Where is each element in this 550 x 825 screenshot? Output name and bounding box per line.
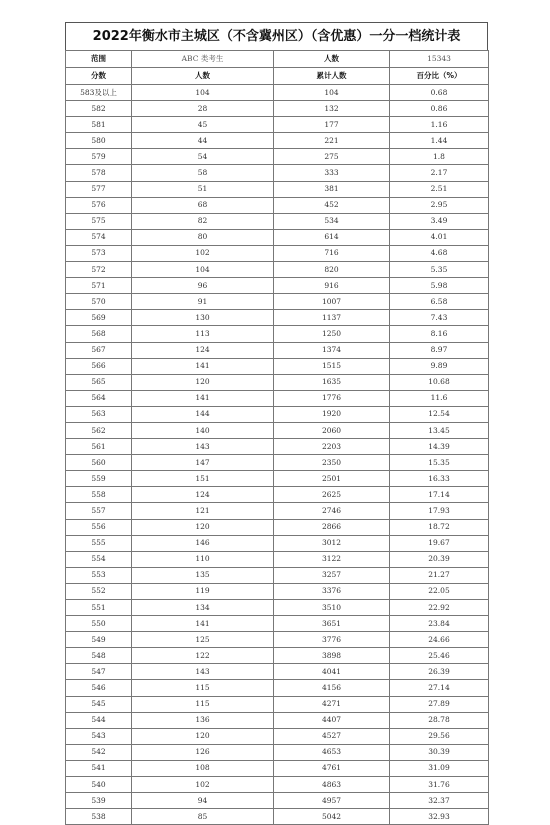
cumulative-cell: 3510 — [274, 600, 390, 616]
column-header-row — [66, 68, 489, 85]
score-cell: 542 — [66, 744, 132, 760]
score-cell: 582 — [66, 101, 132, 117]
score-cell: 551 — [66, 600, 132, 616]
percent-cell: 2.17 — [390, 165, 489, 181]
score-cell: 546 — [66, 680, 132, 696]
table-row — [66, 503, 489, 519]
table-row — [66, 165, 489, 181]
score-cell: 575 — [66, 213, 132, 229]
cumulative-cell: 4653 — [274, 744, 390, 760]
score-cell: 548 — [66, 648, 132, 664]
cumulative-cell: 3376 — [274, 583, 390, 599]
cumulative-cell: 1007 — [274, 294, 390, 310]
count-cell: 54 — [132, 149, 274, 165]
score-cell: 547 — [66, 664, 132, 680]
table-row — [66, 229, 489, 245]
score-cell: 557 — [66, 503, 132, 519]
cumulative-cell: 221 — [274, 133, 390, 149]
cumulative-cell: 1250 — [274, 326, 390, 342]
meta-row — [66, 51, 489, 68]
count-cell: 130 — [132, 310, 274, 326]
percent-cell: 10.68 — [390, 374, 489, 390]
count-cell: 120 — [132, 728, 274, 744]
table-row — [66, 262, 489, 278]
cumulative-cell: 4957 — [274, 793, 390, 809]
count-cell: 121 — [132, 503, 274, 519]
score-cell: 550 — [66, 616, 132, 632]
count-cell: 44 — [132, 133, 274, 149]
table-row — [66, 245, 489, 261]
count-cell: 124 — [132, 342, 274, 358]
count-cell: 102 — [132, 777, 274, 793]
percent-cell: 7.43 — [390, 310, 489, 326]
score-cell: 553 — [66, 567, 132, 583]
percent-cell: 17.14 — [390, 487, 489, 503]
percent-cell: 3.49 — [390, 213, 489, 229]
score-table — [65, 50, 489, 825]
table-row — [66, 600, 489, 616]
percent-cell: 1.16 — [390, 117, 489, 133]
cumulative-cell: 1776 — [274, 390, 390, 406]
cumulative-cell: 4863 — [274, 777, 390, 793]
cumulative-cell: 4527 — [274, 728, 390, 744]
table-row — [66, 648, 489, 664]
score-cell: 568 — [66, 326, 132, 342]
range-label: 范围 — [66, 51, 132, 68]
percent-cell: 12.54 — [390, 406, 489, 422]
cumulative-cell: 2203 — [274, 439, 390, 455]
count-cell: 146 — [132, 535, 274, 551]
percent-cell: 5.35 — [390, 262, 489, 278]
percent-cell: 2.95 — [390, 197, 489, 213]
table-row — [66, 551, 489, 567]
table-row — [66, 358, 489, 374]
percent-cell: 22.92 — [390, 600, 489, 616]
score-cell: 554 — [66, 551, 132, 567]
score-cell: 579 — [66, 149, 132, 165]
percent-cell: 32.37 — [390, 793, 489, 809]
percent-cell: 0.86 — [390, 101, 489, 117]
header-percent: 百分比（%） — [390, 68, 489, 85]
score-cell: 563 — [66, 406, 132, 422]
percent-cell: 22.05 — [390, 583, 489, 599]
percent-cell: 28.78 — [390, 712, 489, 728]
range-value: ABC 类考生 — [132, 51, 274, 68]
count-cell: 135 — [132, 567, 274, 583]
score-cell: 562 — [66, 422, 132, 438]
count-cell: 51 — [132, 181, 274, 197]
percent-cell: 18.72 — [390, 519, 489, 535]
score-cell: 576 — [66, 197, 132, 213]
table-row — [66, 422, 489, 438]
score-cell: 577 — [66, 181, 132, 197]
table-row — [66, 374, 489, 390]
percent-cell: 20.39 — [390, 551, 489, 567]
cumulative-cell: 1635 — [274, 374, 390, 390]
count-cell: 104 — [132, 262, 274, 278]
score-cell: 541 — [66, 760, 132, 776]
table-row — [66, 809, 489, 825]
count-cell: 120 — [132, 374, 274, 390]
percent-cell: 8.97 — [390, 342, 489, 358]
cumulative-cell: 132 — [274, 101, 390, 117]
table-row — [66, 406, 489, 422]
count-cell: 122 — [132, 648, 274, 664]
count-cell: 68 — [132, 197, 274, 213]
table-row — [66, 101, 489, 117]
count-cell: 110 — [132, 551, 274, 567]
table-row — [66, 583, 489, 599]
score-cell: 558 — [66, 487, 132, 503]
cumulative-cell: 3776 — [274, 632, 390, 648]
cumulative-cell: 916 — [274, 278, 390, 294]
percent-cell: 25.46 — [390, 648, 489, 664]
percent-cell: 6.58 — [390, 294, 489, 310]
score-cell: 569 — [66, 310, 132, 326]
count-cell: 115 — [132, 696, 274, 712]
score-cell: 538 — [66, 809, 132, 825]
cumulative-cell: 333 — [274, 165, 390, 181]
score-cell: 566 — [66, 358, 132, 374]
percent-cell: 27.14 — [390, 680, 489, 696]
count-cell: 104 — [132, 85, 274, 101]
cumulative-cell: 381 — [274, 181, 390, 197]
score-cell: 578 — [66, 165, 132, 181]
count-cell: 141 — [132, 616, 274, 632]
cumulative-cell: 3898 — [274, 648, 390, 664]
score-cell: 573 — [66, 245, 132, 261]
table-title: 2022年衡水市主城区（不含冀州区）（含优惠）一分一档统计表 — [65, 22, 488, 50]
percent-cell: 4.01 — [390, 229, 489, 245]
count-cell: 136 — [132, 712, 274, 728]
score-cell: 574 — [66, 229, 132, 245]
score-cell: 565 — [66, 374, 132, 390]
percent-cell: 31.76 — [390, 777, 489, 793]
header-count: 人数 — [132, 68, 274, 85]
table-row — [66, 310, 489, 326]
score-cell: 555 — [66, 535, 132, 551]
cumulative-cell: 2060 — [274, 422, 390, 438]
count-cell: 82 — [132, 213, 274, 229]
table-row — [66, 294, 489, 310]
percent-cell: 26.39 — [390, 664, 489, 680]
score-cell: 540 — [66, 777, 132, 793]
table-row — [66, 455, 489, 471]
score-cell: 564 — [66, 390, 132, 406]
table-row — [66, 213, 489, 229]
table-row — [66, 181, 489, 197]
cumulative-cell: 1515 — [274, 358, 390, 374]
percent-cell: 0.68 — [390, 85, 489, 101]
score-cell: 561 — [66, 439, 132, 455]
score-cell: 556 — [66, 519, 132, 535]
score-cell: 572 — [66, 262, 132, 278]
percent-cell: 30.39 — [390, 744, 489, 760]
cumulative-cell: 820 — [274, 262, 390, 278]
cumulative-cell: 534 — [274, 213, 390, 229]
cumulative-cell: 4156 — [274, 680, 390, 696]
table-row — [66, 712, 489, 728]
cumulative-cell: 3651 — [274, 616, 390, 632]
percent-cell: 11.6 — [390, 390, 489, 406]
count-cell: 108 — [132, 760, 274, 776]
table-row — [66, 326, 489, 342]
count-cell: 126 — [132, 744, 274, 760]
table-row — [66, 487, 489, 503]
percent-cell: 5.98 — [390, 278, 489, 294]
count-cell: 115 — [132, 680, 274, 696]
score-cell: 559 — [66, 471, 132, 487]
table-row — [66, 535, 489, 551]
table-row — [66, 117, 489, 133]
percent-cell: 13.45 — [390, 422, 489, 438]
cumulative-cell: 2625 — [274, 487, 390, 503]
table-row — [66, 567, 489, 583]
table-row — [66, 744, 489, 760]
count-cell: 113 — [132, 326, 274, 342]
table-body — [66, 85, 489, 825]
cumulative-cell: 4271 — [274, 696, 390, 712]
count-cell: 144 — [132, 406, 274, 422]
table-row — [66, 85, 489, 101]
cumulative-cell: 2746 — [274, 503, 390, 519]
score-cell: 545 — [66, 696, 132, 712]
count-label: 人数 — [274, 51, 390, 68]
percent-cell: 2.51 — [390, 181, 489, 197]
count-cell: 120 — [132, 519, 274, 535]
count-cell: 147 — [132, 455, 274, 471]
table-row — [66, 680, 489, 696]
cumulative-cell: 4041 — [274, 664, 390, 680]
percent-cell: 17.93 — [390, 503, 489, 519]
cumulative-cell: 104 — [274, 85, 390, 101]
cumulative-cell: 4407 — [274, 712, 390, 728]
table-row — [66, 197, 489, 213]
count-cell: 141 — [132, 358, 274, 374]
cumulative-cell: 2350 — [274, 455, 390, 471]
table-row — [66, 696, 489, 712]
percent-cell: 4.68 — [390, 245, 489, 261]
count-cell: 143 — [132, 439, 274, 455]
percent-cell: 8.16 — [390, 326, 489, 342]
score-cell: 567 — [66, 342, 132, 358]
percent-cell: 9.89 — [390, 358, 489, 374]
percent-cell: 16.33 — [390, 471, 489, 487]
percent-cell: 27.89 — [390, 696, 489, 712]
percent-cell: 15.35 — [390, 455, 489, 471]
count-cell: 28 — [132, 101, 274, 117]
percent-cell: 14.39 — [390, 439, 489, 455]
percent-cell: 21.27 — [390, 567, 489, 583]
score-cell: 549 — [66, 632, 132, 648]
count-cell: 102 — [132, 245, 274, 261]
cumulative-cell: 1374 — [274, 342, 390, 358]
count-cell: 141 — [132, 390, 274, 406]
score-cell: 580 — [66, 133, 132, 149]
count-cell: 91 — [132, 294, 274, 310]
percent-cell: 1.8 — [390, 149, 489, 165]
count-cell: 96 — [132, 278, 274, 294]
count-value: 15343 — [390, 51, 489, 68]
score-cell: 543 — [66, 728, 132, 744]
table-row — [66, 760, 489, 776]
count-cell: 140 — [132, 422, 274, 438]
score-cell: 581 — [66, 117, 132, 133]
header-score: 分数 — [66, 68, 132, 85]
cumulative-cell: 716 — [274, 245, 390, 261]
score-cell: 571 — [66, 278, 132, 294]
table-row — [66, 664, 489, 680]
table-row — [66, 728, 489, 744]
table-row — [66, 793, 489, 809]
count-cell: 151 — [132, 471, 274, 487]
cumulative-cell: 614 — [274, 229, 390, 245]
percent-cell: 23.84 — [390, 616, 489, 632]
cumulative-cell: 5042 — [274, 809, 390, 825]
cumulative-cell: 1920 — [274, 406, 390, 422]
percent-cell: 32.93 — [390, 809, 489, 825]
cumulative-cell: 2866 — [274, 519, 390, 535]
percent-cell: 31.09 — [390, 760, 489, 776]
score-cell: 544 — [66, 712, 132, 728]
table-row — [66, 471, 489, 487]
score-distribution-sheet — [65, 22, 488, 825]
table-row — [66, 342, 489, 358]
count-cell: 85 — [132, 809, 274, 825]
cumulative-cell: 275 — [274, 149, 390, 165]
count-cell: 125 — [132, 632, 274, 648]
cumulative-cell: 3012 — [274, 535, 390, 551]
count-cell: 119 — [132, 583, 274, 599]
percent-cell: 1.44 — [390, 133, 489, 149]
percent-cell: 19.67 — [390, 535, 489, 551]
table-row — [66, 149, 489, 165]
count-cell: 124 — [132, 487, 274, 503]
count-cell: 58 — [132, 165, 274, 181]
cumulative-cell: 2501 — [274, 471, 390, 487]
table-row — [66, 632, 489, 648]
table-row — [66, 439, 489, 455]
cumulative-cell: 177 — [274, 117, 390, 133]
cumulative-cell: 452 — [274, 197, 390, 213]
score-cell: 570 — [66, 294, 132, 310]
percent-cell: 24.66 — [390, 632, 489, 648]
count-cell: 143 — [132, 664, 274, 680]
cumulative-cell: 4761 — [274, 760, 390, 776]
count-cell: 80 — [132, 229, 274, 245]
percent-cell: 29.56 — [390, 728, 489, 744]
header-cumulative: 累计人数 — [274, 68, 390, 85]
table-row — [66, 777, 489, 793]
table-row — [66, 519, 489, 535]
table-row — [66, 278, 489, 294]
score-cell: 552 — [66, 583, 132, 599]
count-cell: 45 — [132, 117, 274, 133]
score-cell: 583及以上 — [66, 85, 132, 101]
cumulative-cell: 1137 — [274, 310, 390, 326]
score-cell: 539 — [66, 793, 132, 809]
table-row — [66, 390, 489, 406]
score-cell: 560 — [66, 455, 132, 471]
table-row — [66, 616, 489, 632]
cumulative-cell: 3257 — [274, 567, 390, 583]
table-row — [66, 133, 489, 149]
count-cell: 134 — [132, 600, 274, 616]
count-cell: 94 — [132, 793, 274, 809]
cumulative-cell: 3122 — [274, 551, 390, 567]
